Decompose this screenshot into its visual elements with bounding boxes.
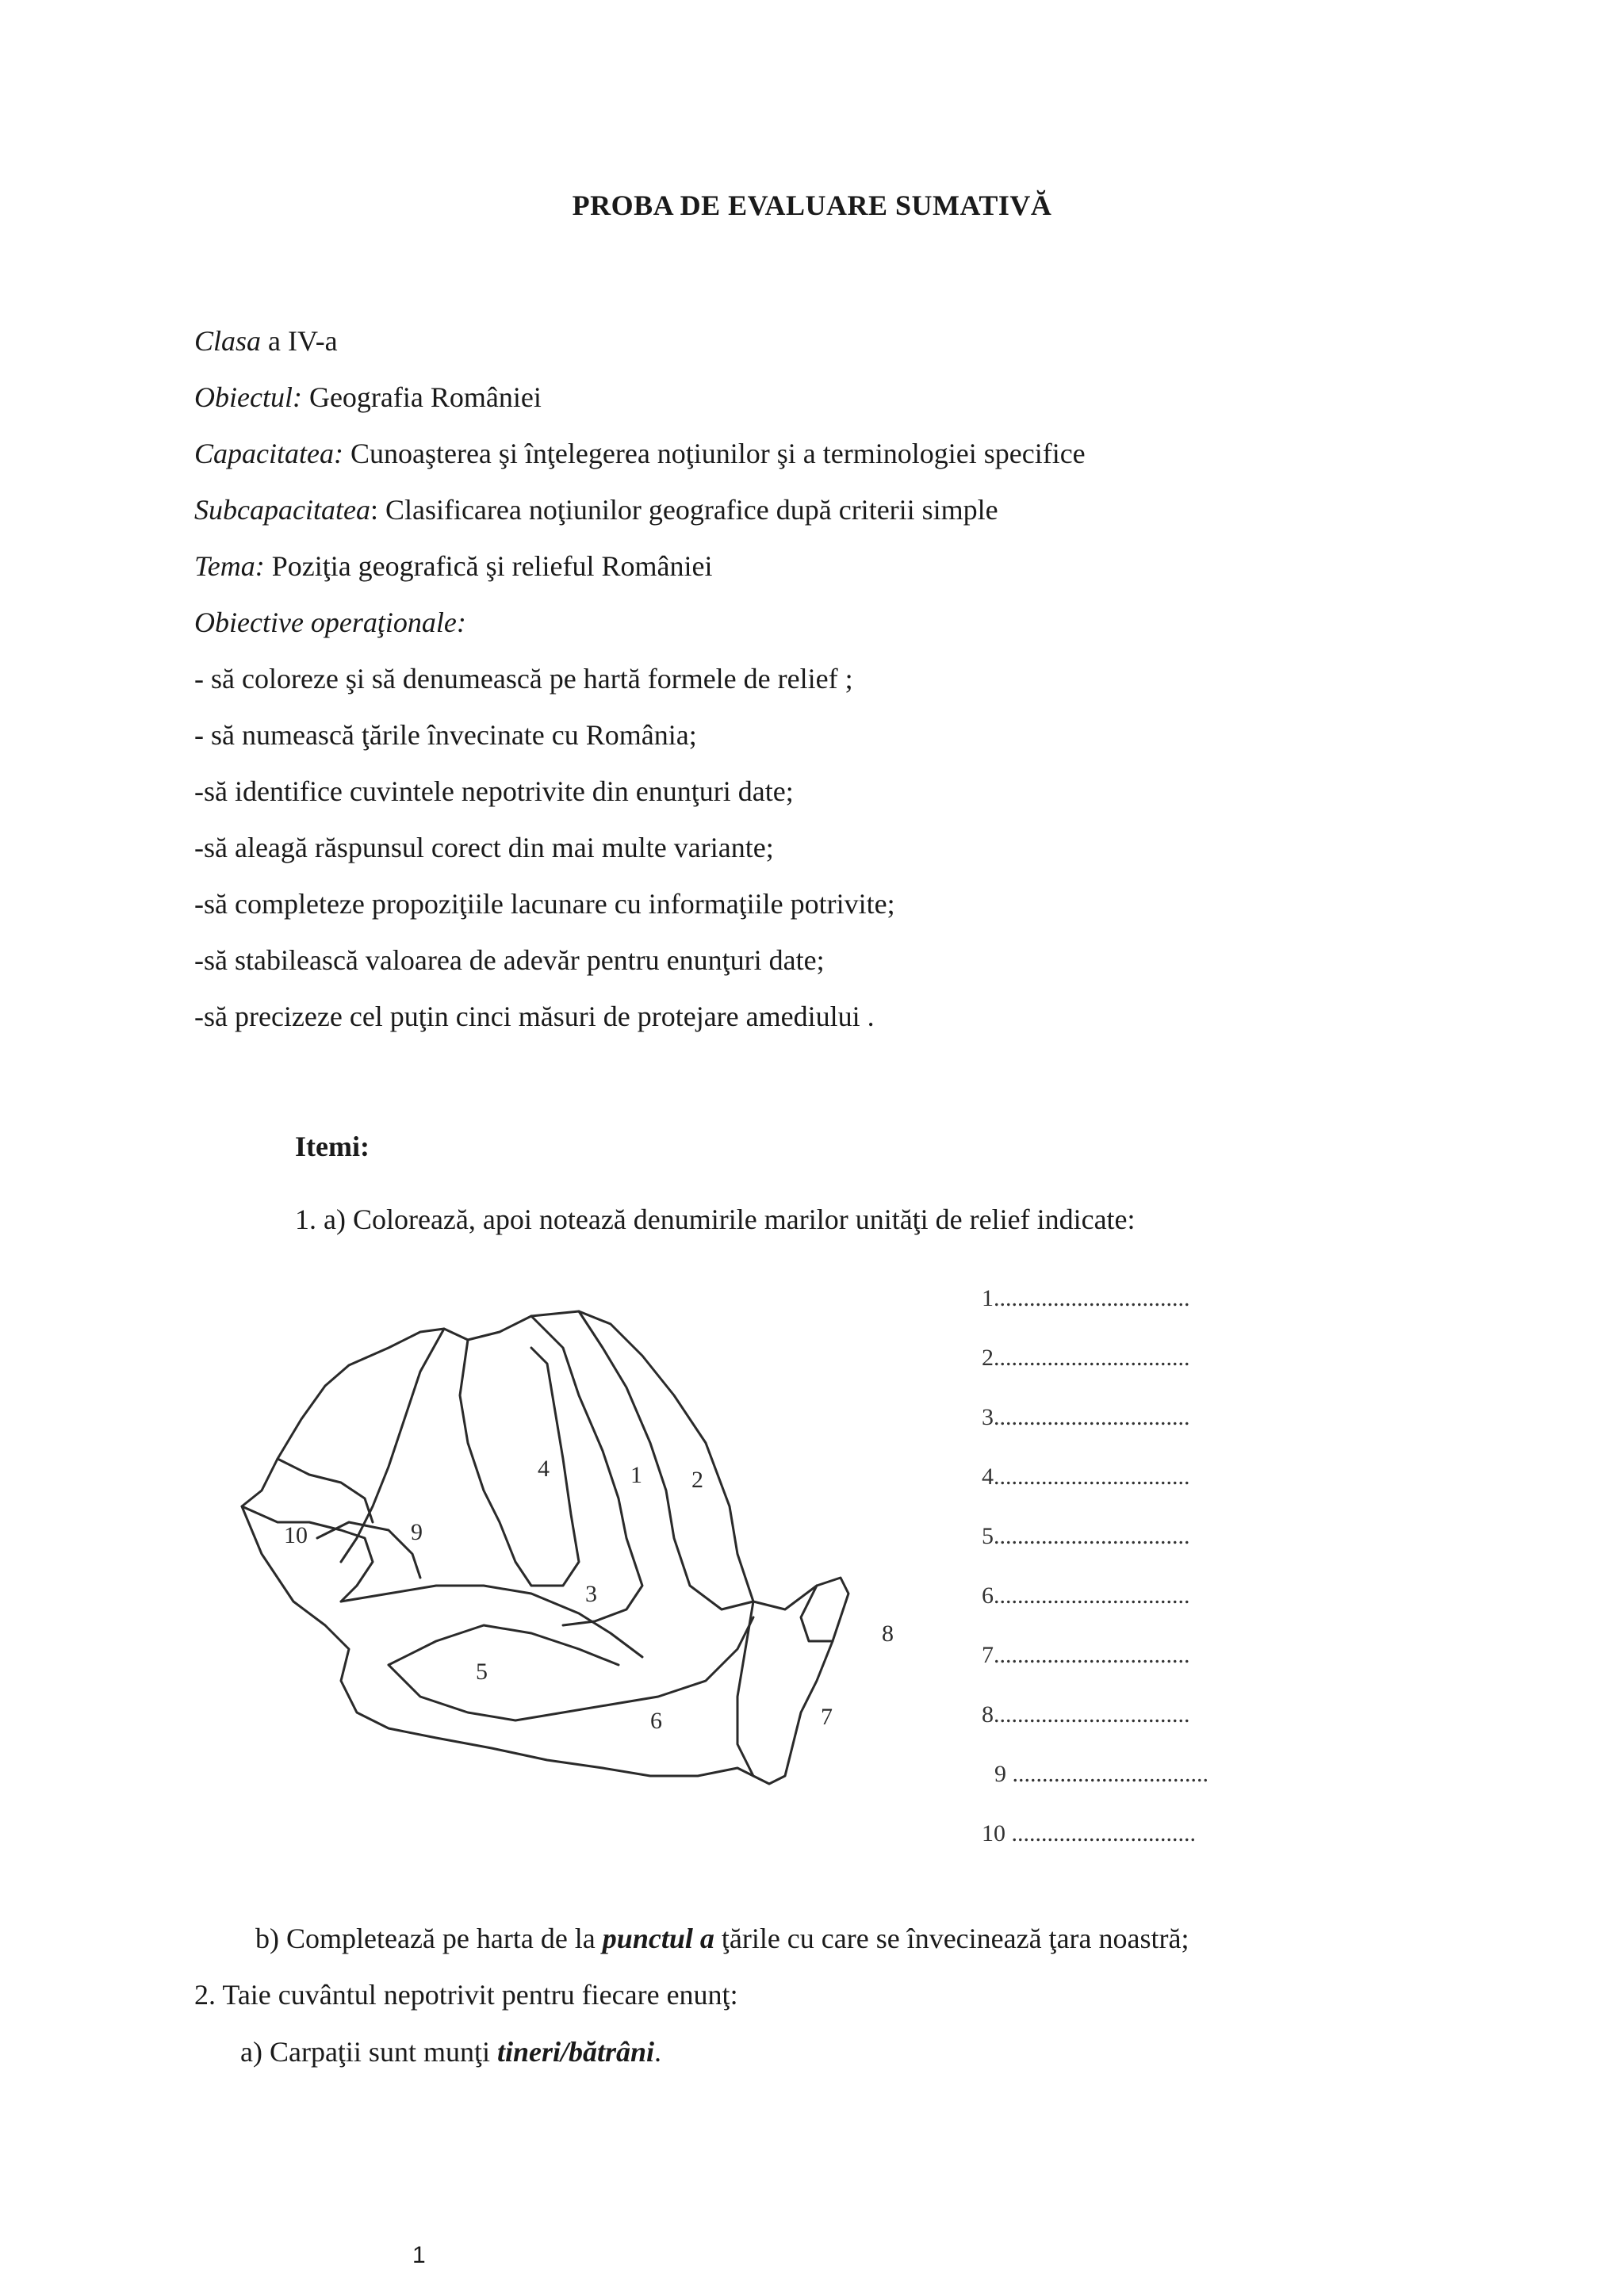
meta-subject: [194, 380, 542, 415]
map-country-outline: [242, 1311, 848, 1784]
answer-blank[interactable]: 9 .................................: [994, 1761, 1208, 1787]
page-number: 1: [412, 2242, 426, 2268]
map-western-hills: [278, 1459, 373, 1522]
map-label-8: 8: [882, 1621, 894, 1647]
objective-item: -să stabilească valoarea de adevăr pentru enunţuri date;: [194, 944, 825, 976]
answer-blank[interactable]: 5.................................: [982, 1523, 1190, 1549]
meta-value: Cunoaşterea şi înţelegerea noţiunilor şi a terminologiei specifice: [343, 438, 1086, 469]
map-getic-subcarpathians: [389, 1625, 619, 1665]
map-label-2: 2: [691, 1467, 703, 1493]
answer-blank[interactable]: 2.................................: [982, 1345, 1190, 1371]
objective-item: -să identifice cuvintele nepotrivite din enunţuri date;: [194, 775, 794, 807]
item-2a: [240, 2034, 661, 2069]
items-heading: Itemi:: [295, 1131, 370, 1162]
map-danube-plain-west: [389, 1617, 753, 1720]
meta-value: Poziţia geografică şi relieful României: [264, 550, 713, 582]
objective-item: -să precizeze cel puţin cinci măsuri de protejare amediului .: [194, 1001, 875, 1032]
romania-relief-map: [230, 1300, 912, 1808]
meta-theme: [194, 549, 713, 584]
meta-label: Tema:: [194, 550, 265, 582]
map-label-1: 1: [630, 1462, 642, 1488]
objective-item: - să numească ţările învecinate cu România;: [194, 719, 697, 751]
meta-value: a IV-a: [261, 325, 338, 357]
map-label-9: 9: [411, 1519, 423, 1545]
answer-blank[interactable]: 4.................................: [982, 1464, 1190, 1490]
objective-item: -să aleagă răspunsul corect din mai multe variante;: [194, 832, 774, 863]
answer-blank[interactable]: 6.................................: [982, 1582, 1190, 1609]
answer-blank[interactable]: 1.................................: [982, 1285, 1190, 1311]
map-transylvania-west: [341, 1329, 444, 1562]
meta-class: [194, 323, 338, 358]
meta-subcapacity: [194, 492, 998, 527]
map-label-5: 5: [476, 1659, 488, 1685]
meta-label: Obiective operaţionale:: [194, 607, 466, 638]
meta-value: Geografia României: [301, 381, 542, 413]
page-title: PROBA DE EVALUARE SUMATIVĂ: [572, 189, 1052, 221]
item-1a: 1. a) Colorează, apoi notează denumirile marilor unităţi de relief indicate:: [295, 1203, 1136, 1235]
item-2a-text: a) Carpaţii sunt munţi: [240, 2036, 497, 2068]
map-label-3: 3: [585, 1581, 597, 1607]
meta-label: Subcapacitatea: [194, 494, 370, 526]
meta-label: Obiectul:: [194, 381, 302, 413]
item-1b-emphasis: punctul a: [602, 1923, 714, 1954]
item-2a-emphasis: tineri/bătrâni: [496, 2036, 655, 2068]
meta-label: Capacitatea:: [194, 438, 343, 469]
map-label-7: 7: [821, 1704, 833, 1730]
item-1b-text: ţările cu care se învecinează ţara noastră;: [714, 1923, 1189, 1954]
objective-item: - să coloreze şi să denumească pe hartă formele de relief ;: [194, 663, 853, 695]
meta-objectives-heading: [194, 605, 466, 640]
map-label-10: 10: [284, 1522, 308, 1548]
objective-item: -să completeze propoziţiile lacunare cu informaţiile potrivite;: [194, 888, 895, 920]
answer-blank[interactable]: 3.................................: [982, 1404, 1190, 1430]
meta-value: : Clasificarea noţiunilor geografice după criterii simple: [370, 494, 998, 526]
map-transylvanian-plateau: [460, 1340, 579, 1586]
map-label-4: 4: [538, 1456, 550, 1482]
map-dobrogea-border: [737, 1601, 753, 1776]
answer-blank[interactable]: 10 ...............................: [982, 1820, 1196, 1846]
answer-blank[interactable]: 8.................................: [982, 1701, 1190, 1728]
item-1b: [255, 1921, 1189, 1956]
answer-blank[interactable]: 7.................................: [982, 1642, 1190, 1668]
meta-label: Clasa: [194, 325, 262, 357]
item-1b-text: b) Completează pe harta de la: [255, 1923, 603, 1954]
meta-capacity: [194, 436, 1086, 471]
item-2a-text: .: [654, 2036, 662, 2068]
map-label-6: 6: [650, 1708, 662, 1734]
item-2: 2. Taie cuvântul nepotrivit pentru fiecare enunţ:: [194, 1979, 738, 2011]
